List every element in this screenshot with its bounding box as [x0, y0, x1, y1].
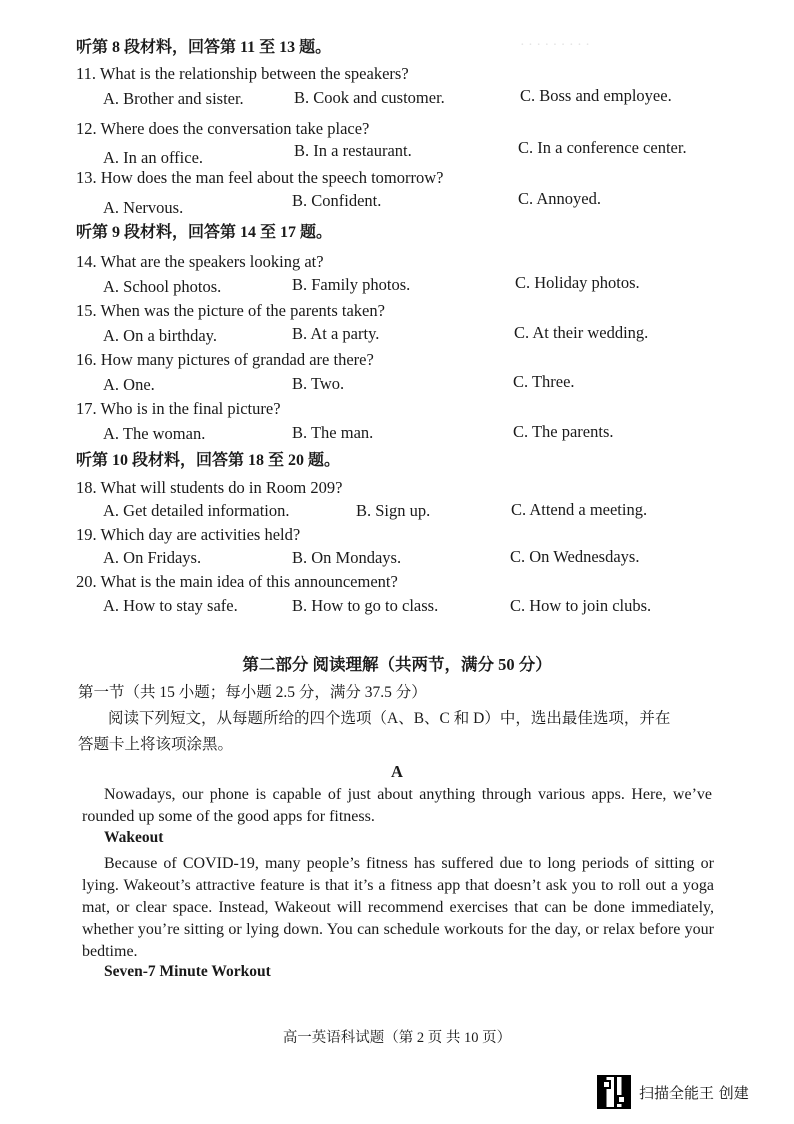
- q15-option-a: A. On a birthday.: [103, 326, 217, 345]
- scanner-watermark: 扫描全能王 创建: [639, 1084, 749, 1102]
- q15-option-c: C. At their wedding.: [514, 323, 649, 342]
- question-18: 18. What will students do in Room 209?: [76, 478, 343, 497]
- q20-option-a: A. How to stay safe.: [103, 596, 238, 615]
- question-12: 12. Where does the conversation take place?: [76, 119, 370, 138]
- q11-option-a: A. Brother and sister.: [103, 89, 244, 108]
- page-footer: 高一英语科试题（第 2 页 共 10 页）: [282, 1030, 512, 1046]
- q11-option-b: B. Cook and customer.: [294, 88, 445, 107]
- q19-option-b: B. On Mondays.: [292, 548, 402, 567]
- question-13: 13. How does the man feel about the speech tomorrow?: [76, 168, 444, 187]
- section-heading-9: 听第 9 段材料，回答第 14 至 17 题。: [76, 224, 333, 241]
- question-20: 20. What is the main idea of this announcement?: [76, 572, 398, 591]
- q17-option-a: A. The woman.: [103, 424, 206, 443]
- instruction-line-1: 阅读下列短文，从每题所给的四个选项（A、B、C 和 D）中，选出最佳选项，并在: [108, 710, 671, 727]
- passage-label: A: [391, 762, 403, 781]
- qr-code-icon: [597, 1075, 631, 1109]
- passage-intro: Nowadays, our phone is capable of just about anything through various apps. Here, we’ve rounded up some of the good apps for fitness.: [82, 786, 712, 825]
- app-title-seven: Seven-7 Minute Workout: [104, 963, 271, 980]
- q18-option-a: A. Get detailed information.: [103, 501, 290, 520]
- q17-option-b: B. The man.: [292, 423, 374, 442]
- q18-option-b: B. Sign up.: [356, 501, 431, 520]
- q14-option-b: B. Family photos.: [292, 275, 411, 294]
- question-17: 17. Who is in the final picture?: [76, 399, 281, 418]
- q14-option-a: A. School photos.: [103, 277, 222, 296]
- q20-option-b: B. How to go to class.: [292, 596, 439, 615]
- question-16: 16. How many pictures of grandad are there?: [76, 350, 374, 369]
- q20-option-c: C. How to join clubs.: [510, 596, 652, 615]
- q12-option-a: A. In an office.: [103, 148, 204, 167]
- question-15: 15. When was the picture of the parents taken?: [76, 301, 385, 320]
- question-11: 11. What is the relationship between the speakers?: [76, 64, 409, 83]
- bleed-through-text: · · · · · · · · ·: [520, 38, 590, 53]
- instruction-line-2: 答题卡上将该项涂黑。: [78, 736, 234, 753]
- q19-option-a: A. On Fridays.: [103, 548, 202, 567]
- part2-subtitle: 第一节（共 15 小题；每小题 2.5 分，满分 37.5 分）: [78, 684, 427, 701]
- q19-option-c: C. On Wednesdays.: [510, 547, 640, 566]
- section-heading-10: 听第 10 段材料，回答第 18 至 20 题。: [76, 452, 341, 469]
- question-19: 19. Which day are activities held?: [76, 525, 301, 544]
- q11-option-c: C. Boss and employee.: [520, 86, 672, 105]
- q16-option-b: B. Two.: [292, 374, 345, 393]
- q18-option-c: C. Attend a meeting.: [511, 500, 648, 519]
- q12-option-c: C. In a conference center.: [518, 138, 687, 157]
- q14-option-c: C. Holiday photos.: [515, 273, 640, 292]
- q13-option-a: A. Nervous.: [103, 198, 184, 217]
- q15-option-b: B. At a party.: [292, 324, 380, 343]
- section-heading-8: 听第 8 段材料，回答第 11 至 13 题。: [76, 39, 332, 56]
- q13-option-c: C. Annoyed.: [518, 189, 601, 208]
- part2-title: 第二部分 阅读理解（共两节，满分 50 分）: [242, 655, 552, 674]
- q16-option-c: C. Three.: [513, 372, 575, 391]
- app-description-wakeout: Because of COVID-19, many people’s fitness has suffered due to long periods of sitting or lying. Wakeout’s attractive feature is that it’s a fitness app that doesn’t ask you to roll out a yoga mat, or clear space. Instead, Wakeout will recommend exercises that can be done immediately, whether you’re sitting or lying down. You can schedule workouts for the day, or relax before your bedtime.: [82, 855, 714, 960]
- question-14: 14. What are the speakers looking at?: [76, 252, 324, 271]
- q17-option-c: C. The parents.: [513, 422, 614, 441]
- q16-option-a: A. One.: [103, 375, 155, 394]
- q12-option-b: B. In a restaurant.: [294, 141, 412, 160]
- q13-option-b: B. Confident.: [292, 191, 382, 210]
- app-title-wakeout: Wakeout: [104, 829, 164, 846]
